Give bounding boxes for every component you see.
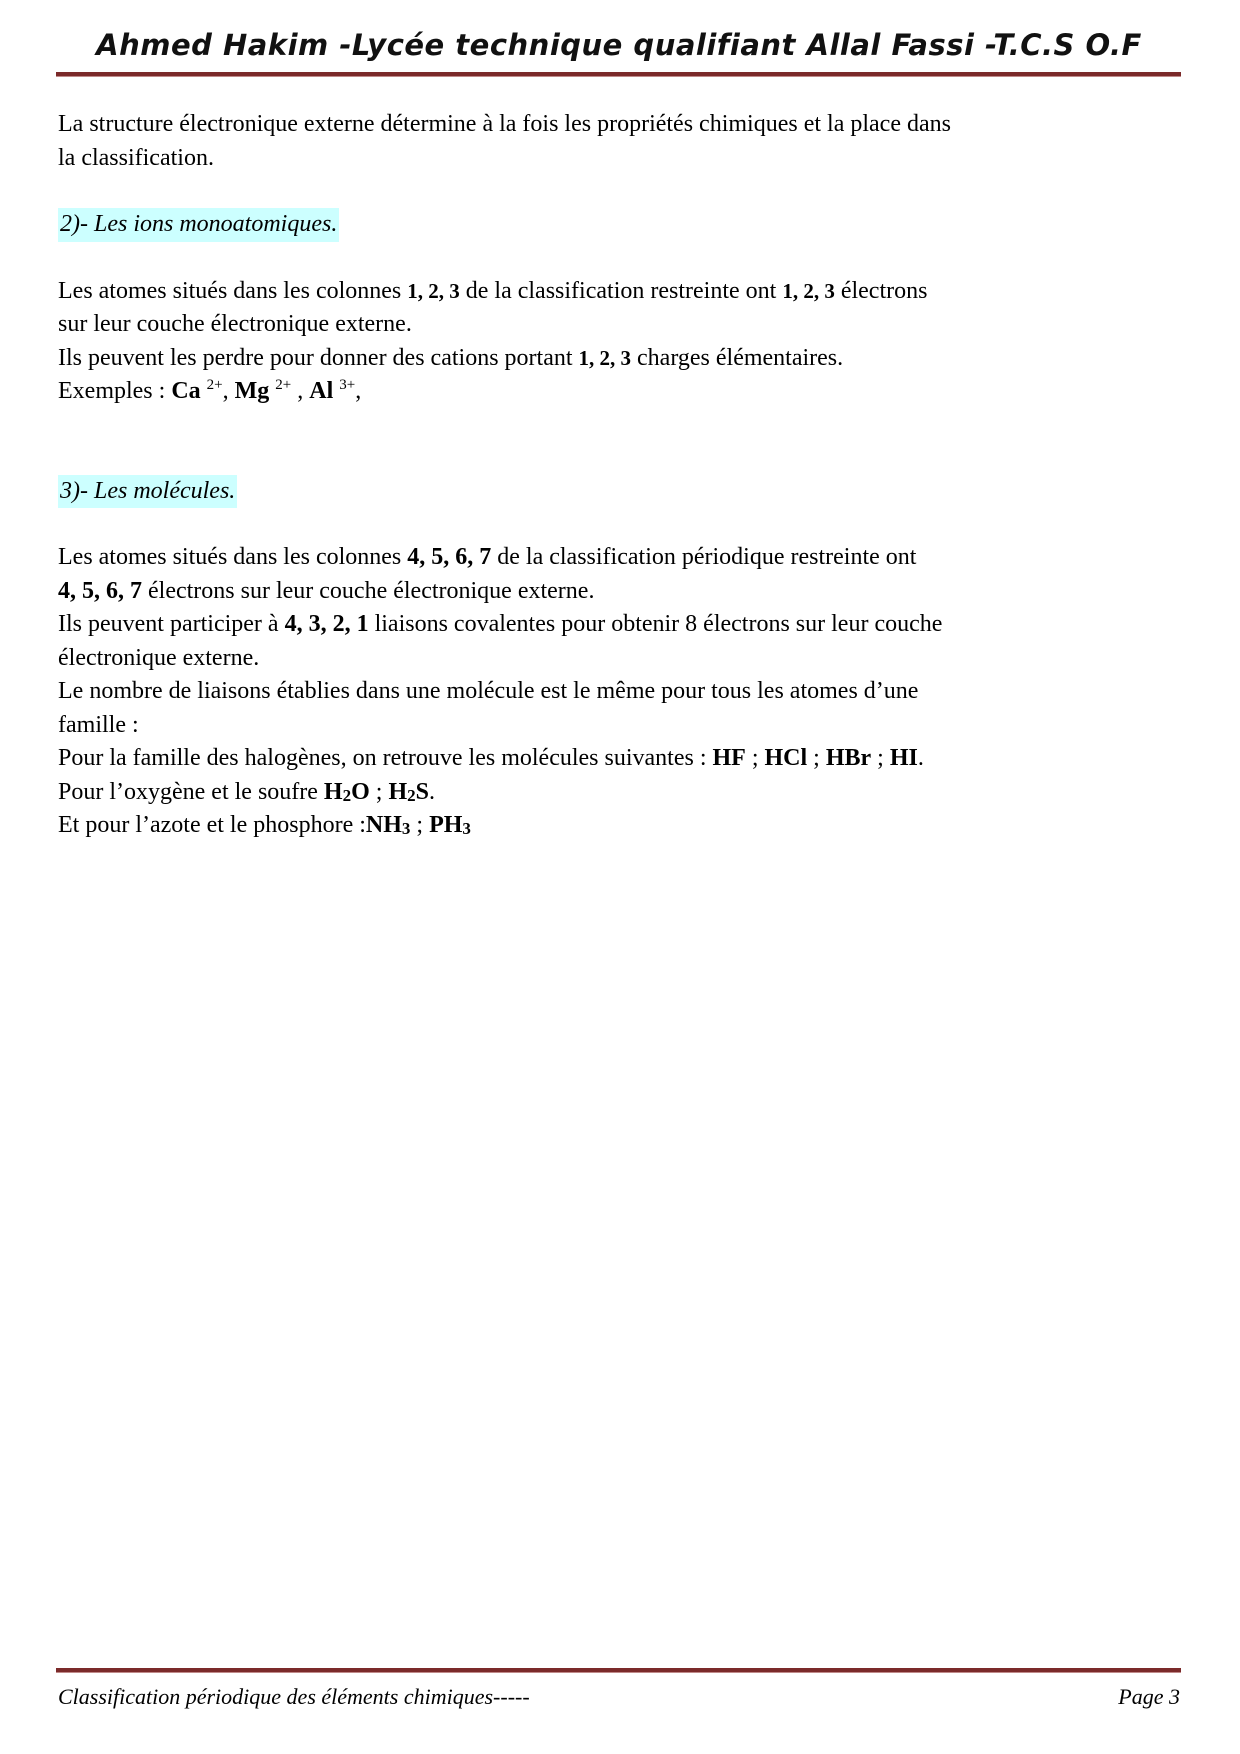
- molecule-formula: $H_2S$: [388, 778, 429, 805]
- section-3-paragraph-1: Les atomes situés dans les colonnes 4, 5, 6, 7 de la classification périodique restreinte ont 4, 5, 6, 7 électrons sur leur couche électronique externe.: [58, 544, 917, 604]
- section-2-paragraph-2: Ils peuvent les perdre pour donner des cations portant 1, 2, 3 charges élémentaires.: [58, 344, 844, 371]
- molecule-formula: HI: [889, 745, 918, 771]
- section-2-paragraph-1: Les atomes situés dans les colonnes 1, 2, 3 de la classification restreinte ont 1, 2, 3 électrons sur leur couche électronique externe.: [58, 277, 928, 337]
- ion-symbol: Mg: [234, 378, 270, 404]
- page-header-title: Ahmed Hakim -Lycée technique qualifiant Allal Fassi -T.C.S O.F: [96, 28, 1142, 62]
- section-2-examples: Exemples : Ca $^{2+}$, Mg $^{2+}$ , Al $^{3+}$,: [58, 377, 362, 404]
- molecule-formula: HCl: [764, 745, 808, 771]
- molecule-formula: HF: [712, 745, 746, 771]
- ion-charge: 3+: [339, 377, 356, 393]
- section-3-title: 3)- Les molécules.: [58, 475, 237, 509]
- section-3-paragraph-2: Ils peuvent participer à 4, 3, 2, 1 liaisons covalentes pour obtenir 8 électrons sur leur couche électronique externe.: [58, 611, 943, 671]
- section-3-halogens: Pour la famille des halogènes, on retrouve les molécules suivantes : HF ; HCl ; HBr ; HI.: [58, 745, 924, 771]
- ion-charge: 2+: [206, 377, 223, 393]
- page-number: Page 3: [1118, 1684, 1180, 1709]
- header-divider: [56, 72, 1181, 77]
- ion-charge: 2+: [275, 377, 292, 393]
- document-body: [58, 108, 1180, 843]
- molecule-formula: $H_2O$: [323, 778, 370, 805]
- section-3-paragraph-3: Le nombre de liaisons établies dans une molécule est le même pour tous les atomes d’une famille :: [58, 678, 919, 738]
- section-2-title: 2)- Les ions monoatomiques.: [58, 208, 339, 242]
- intro-line-2: la classification.: [58, 144, 214, 171]
- molecule-formula: HBr: [825, 745, 872, 771]
- molecule-formula: $NH_3$: [365, 812, 411, 838]
- ion-symbol: Al: [309, 378, 334, 404]
- ion-symbol: Ca: [171, 378, 201, 404]
- molecule-formula: $PH_3$: [429, 812, 471, 838]
- intro-paragraph: [58, 108, 1180, 175]
- footer-divider: [56, 1668, 1181, 1673]
- intro-line-1: La structure électronique externe détermine à la fois les propriétés chimiques et la place dans: [58, 111, 951, 137]
- section-3-oxygen-sulfur: Pour l’oxygène et le soufre $H_2O$ ; $H_2S$.: [58, 778, 435, 805]
- footer-title: Classification périodique des éléments chimiques-----: [58, 1684, 530, 1709]
- section-3-nitrogen-phosphorus: Et pour l’azote et le phosphore $:NH_3$ ; $PH_3$: [58, 812, 471, 838]
